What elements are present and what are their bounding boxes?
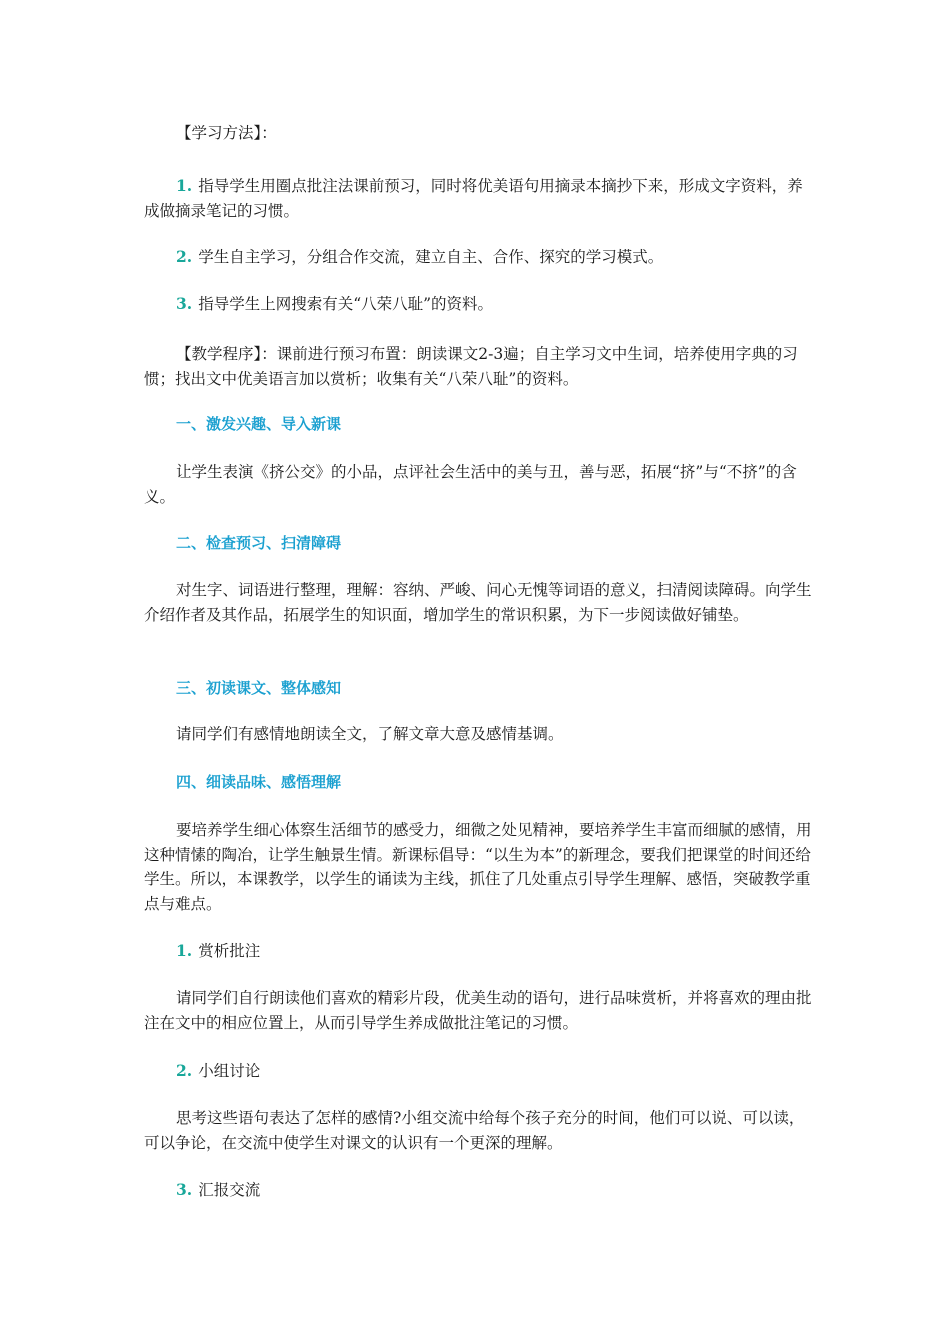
step-title: 汇报交流	[198, 1181, 261, 1199]
step-body-2: 思考这些语句表达了怎样的感情?小组交流中给每个孩子充分的时间，他们可以说、可以读，可以争论，在交流中使学生对课文的认识有一个更深的理解。	[144, 1109, 805, 1152]
step-number: 2.	[176, 1061, 193, 1080]
section-heading-2: 二、检查预习、扫清障碍	[176, 534, 342, 552]
procedure-text: 课前进行预习布置：朗读课文2-3遍；自主学习文中生词，培养使用字典的习惯；找出文中优美语言加以赏析；收集有关“八荣八耻”的资料。	[144, 345, 798, 388]
section-heading-4: 四、细读品味、感悟理解	[176, 773, 342, 791]
method-number: 2.	[176, 247, 193, 266]
method-heading: 【学习方法】：	[176, 124, 277, 142]
method-text: 学生自主学习，分组合作交流，建立自主、合作、探究的学习模式。	[198, 248, 664, 266]
procedure-paragraph	[144, 342, 814, 391]
section-body-4: 要培养学生细心体察生活细节的感受力，细微之处见精神，要培养学生丰富而细腻的感情，用这种情愫的陶冶，让学生触景生情。新课标倡导：“以生为本”的新理念，要我们把课堂的时间还给学生。所以，本课教学，以学生的诵读为主线，抓住了几处重点引导学生理解、感悟，突破教学重点与难点。	[144, 821, 812, 913]
method-text: 指导学生用圈点批注法课前预习，同时将优美语句用摘录本摘抄下来，形成文字资料，养成做摘录笔记的习惯。	[144, 177, 803, 220]
step-title: 赏析批注	[198, 942, 261, 960]
section-body-2: 对生字、词语进行整理，理解：容纳、严峻、问心无愧等词语的意义，扫清阅读障碍。向学生介绍作者及其作品，拓展学生的知识面，增加学生的常识积累，为下一步阅读做好铺垫。	[144, 581, 812, 624]
method-item-2	[144, 245, 814, 270]
method-item-3	[144, 292, 814, 317]
section-heading-1: 一、激发兴趣、导入新课	[176, 415, 342, 433]
procedure-label: 【教学程序】：	[176, 345, 277, 363]
method-item-1	[144, 174, 814, 223]
step-number: 1.	[176, 941, 193, 960]
step-heading-1	[144, 939, 814, 964]
section-heading-3: 三、初读课文、整体感知	[176, 679, 342, 697]
method-number: 1.	[176, 176, 193, 195]
method-number: 3.	[176, 294, 193, 313]
section-body-3: 请同学们有感情地朗读全文，了解文章大意及感情基调。	[176, 725, 564, 743]
step-number: 3.	[176, 1180, 193, 1199]
method-text: 指导学生上网搜索有关“八荣八耻”的资料。	[198, 295, 494, 313]
section-body-1: 让学生表演《挤公交》的小品，点评社会生活中的美与丑，善与恶，拓展“挤”与“不挤”的含义。	[144, 463, 797, 506]
step-heading-2	[144, 1059, 814, 1084]
step-body-1: 请同学们自行朗读他们喜欢的精彩片段，优美生动的语句，进行品味赏析，并将喜欢的理由批注在文中的相应位置上，从而引导学生养成做批注笔记的习惯。	[144, 989, 812, 1032]
step-title: 小组讨论	[198, 1062, 261, 1080]
step-heading-3	[144, 1178, 814, 1203]
